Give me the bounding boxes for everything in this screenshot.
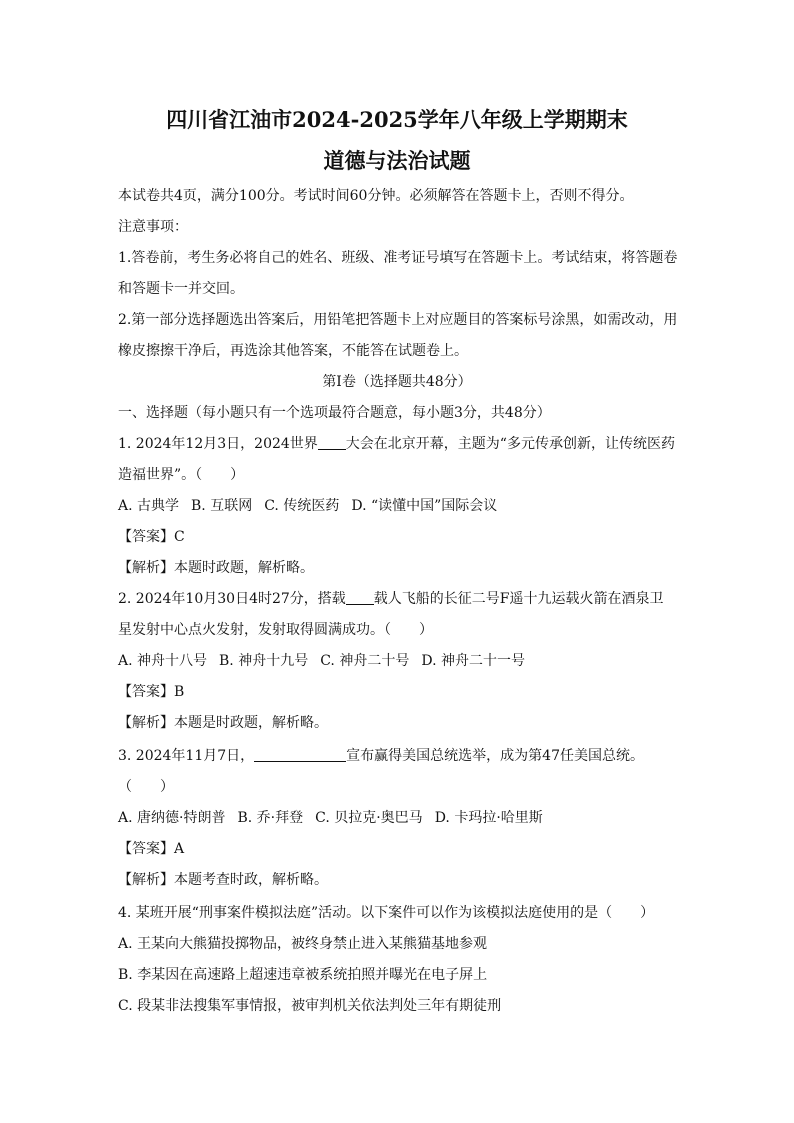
option-d: D. “读懂中国”国际会议 [351,498,498,514]
answer-blank [254,747,346,762]
option-a: A. 唐纳德·特朗普 [118,810,226,826]
question-4-option-c: C. 段某非法搜集军事情报，被审判机关依法判处三年有期徒刑 [118,998,502,1014]
exam-intro: 本试卷共4页，满分100分。考试时间60分钟。必须解答在答题卡上，否则不得分。 [118,188,634,204]
question-3-stem [118,746,644,766]
exam-title-line1: 四川省江油市2024-2025学年八年级上学期期末 [166,107,628,132]
option-d: D. 卡玛拉·哈里斯 [434,810,543,826]
answer-blank [318,435,346,450]
question-3-options [118,808,543,828]
notice-heading: 注意事项： [118,219,188,235]
option-c: C. 贝拉克·奥巴马 [315,810,423,826]
question-3-stem-line2: （ ） [118,779,174,795]
notice-2-line-2: 橡皮擦擦干净后，再选涂其他答案，不能答在试题卷上。 [118,343,468,359]
notice-2-line-1: 2.第一部分选择题选出答案后，用铅笔把答题卡上对应题目的答案标号涂黑，如需改动，用 [118,312,678,328]
question-4-option-b: B. 李某因在高速路上超速违章被系统拍照并曝光在电子屏上 [118,967,488,983]
option-c: C. 传统医药 [264,498,340,514]
option-d: D. 神舟二十一号 [421,653,525,669]
question-4-stem: 4. 某班开展“刑事案件模拟法庭”活动。以下案件可以作为该模拟法庭使用的是（ ） [118,905,655,921]
question-2-stem-end: 载人飞船的长征二号F遥十九运载火箭在酒泉卫 [373,591,664,607]
question-2-options [118,651,525,671]
notice-1-line-1: 1.答卷前，考生务必将自己的姓名、班级、准考证号填写在答题卡上。考试结束，将答题卷 [118,250,678,266]
question-3-stem-end: 宣布赢得美国总统选举，成为第47任美国总统。 [346,748,644,764]
option-a: A. 神舟十八号 [118,653,208,669]
notice-1-line-2: 和答题卡一并交回。 [118,281,244,297]
question-3-stem-start: 3. 2024年11月7日， [118,748,255,764]
option-a: A. 古典学 [118,498,180,514]
question-2-stem [118,589,664,609]
question-1-stem-start: 1. 2024年12月3日，2024世界 [118,436,318,452]
question-1-stem [118,434,675,454]
exam-title-line2: 道德与法治试题 [323,148,471,173]
option-b: B. 互联网 [191,498,253,514]
question-2-analysis: 【解析】本题是时政题，解析略。 [118,715,328,731]
option-c: C. 神舟二十号 [320,653,410,669]
option-b: B. 乔·拜登 [237,810,304,826]
question-1-options [118,496,497,516]
question-3-analysis: 【解析】本题考查时政，解析略。 [118,872,328,888]
question-1-stem-end: 大会在北京开幕，主题为“多元传承创新，让传统医药 [345,436,675,452]
section-title: 第Ⅰ卷（选择题共48分） [322,374,472,390]
question-1-stem-line2: 造福世界”。（ ） [118,467,245,483]
question-4-option-a: A. 王某向大熊猫投掷物品，被终身禁止进入某熊猫基地参观 [118,936,488,952]
option-b: B. 神舟十九号 [219,653,309,669]
question-2-answer: 【答案】B [118,684,185,700]
question-1-analysis: 【解析】本题时政题，解析略。 [118,560,314,576]
question-2-stem-start: 2. 2024年10月30日4时27分，搭载 [118,591,346,607]
question-2-stem-line2: 星发射中心点火发射，发射取得圆满成功。（ ） [118,622,433,638]
part-heading: 一、选择题（每小题只有一个选项最符合题意，每小题3分，共48分） [118,405,551,421]
answer-blank [346,590,374,605]
question-3-answer: 【答案】A [118,841,185,857]
question-1-answer: 【答案】C [118,529,185,545]
